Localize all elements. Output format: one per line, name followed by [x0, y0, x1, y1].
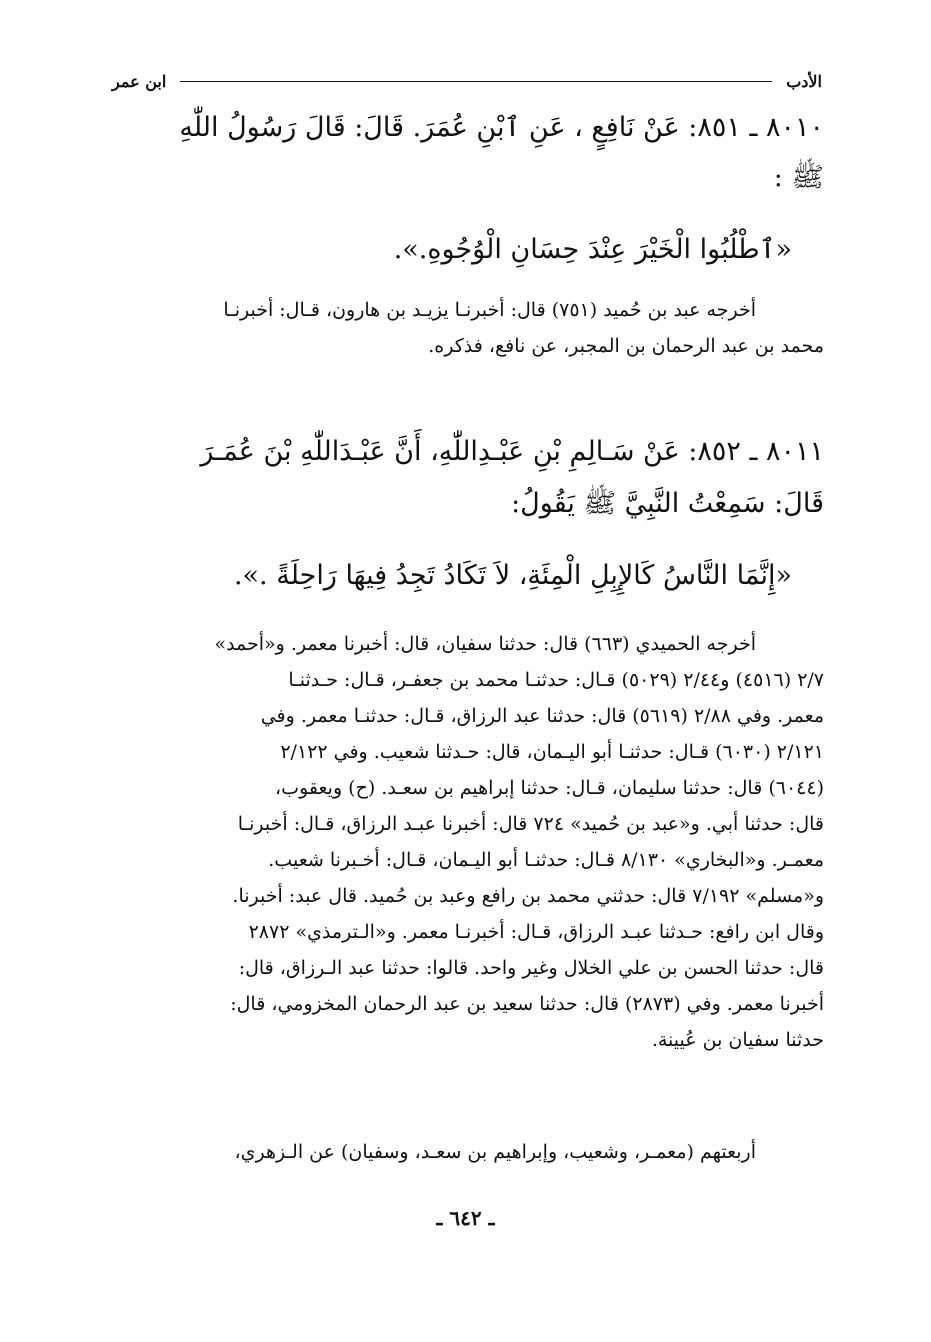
hadith-8010-isnad-line-2: ﷺ : [773, 162, 824, 193]
takhrij-line: وقال ابن رافع: حـدثنا عبـد الرزاق، قـال: أخبرنـا معمر. و«الـترمذي» ٢٨٧٢ [248, 921, 824, 943]
takhrij-line: و«مسلم» ٧/١٩٢ قال: حدثني محمد بن رافع وعبد بن حُميد. قال عبد: أخبرنا. [232, 885, 824, 907]
hadith-8010-isnad-line-1: ٨٠١٠ ـ ٨٥١: عَنْ نَافِعٍ ، عَنِ ٱبْنِ عُمَرَ. قَالَ: قَالَ رَسُولُ اللّٰهِ [179, 112, 824, 143]
chapter-title: الأدب [786, 71, 822, 91]
takhrij-line: معمر. وفي ٢/٨٨ (٥٦١٩) قال: حدثنا عبد الرزاق، قـال: حدثنـا معمر. وفي [260, 705, 824, 727]
takhrij-line: أخرجه عبد بن حُميد (٧٥١) قال: أخبرنـا يزيـد بن هارون، قـال: أخبرنـا [223, 299, 756, 321]
hadith-8011-isnad-line-1: ٨٠١١ ـ ٨٥٢: عَنْ سَـالِمِ بْنِ عَبْـدِاللّٰهِ، أَنَّ عَبْـدَاللّٰهِ بْنَ عُمَـرَ [200, 436, 824, 467]
takhrij-line: أخرجه الحميدي (٦٦٣) قال: حدثنا سفيان، قال: أخبرنا معمر. و«أحمد» [214, 633, 756, 655]
hadith-8011-note [112, 1134, 824, 1170]
header-rule [180, 81, 772, 82]
takhrij-line: ٢/١٢١ (٦٠٣٠) قـال: حدثنـا أبو اليـمان، قال: حـدثنا شعيب. وفي ٢/١٢٢ [280, 741, 824, 763]
running-header [112, 66, 822, 96]
hadith-8010-takhrij [112, 292, 824, 364]
takhrij-line: معمـر. و«البخاري» ٨/١٣٠ قـال: حدثنـا أبو اليـمان، قـال: أخـبرنا شعيب. [268, 849, 824, 871]
takhrij-line: ٢/٧ (٤٥١٦) و٢/٤٤ (٥٠٢٩) قـال: حدثنـا محمد بن جعفـر، قـال: حـدثنـا [288, 669, 824, 691]
book-title: ابن عمر [112, 71, 167, 91]
takhrij-line: أخبرنا معمر. وفي (٢٨٧٣) قال: حدثنا سعيد بن عبد الرحمان المخزومي، قال: [230, 993, 824, 1015]
takhrij-line: (٦٠٤٤) قال: حدثنا سليمان، قـال: حدثنا إبراهيم بن سعـد. (ح) ويعقوب، [275, 777, 824, 799]
hadith-8011-matn: «إِنَّمَا النَّاسُ كَالإِبِلِ الْمِئَةِ، لاَ تَكَادُ تَجِدُ فِيهَا رَاحِلَةً .». [233, 560, 792, 591]
page-number: ـ ٦٤٢ ـ [436, 1206, 495, 1230]
hadith-8011-isnad-line-2: قَالَ: سَمِعْتُ النَّبِيَّ ﷺ يَقُولُ: [511, 488, 824, 519]
takhrij-line: قال: حدثنا أبي. و«عبد بن حُميد» ٧٢٤ قال: أخبرنا عبـد الرزاق، قـال: أخبرنـا [237, 813, 824, 835]
hadith-8011-takhrij [112, 626, 824, 1058]
takhrij-line: حدثنا سفيان بن عُيينة. [651, 1029, 824, 1051]
hadith-8010-matn: «ٱطْلُبُوا الْخَيْرَ عِنْدَ حِسَانِ الْوُجُوهِ.». [393, 234, 792, 265]
takhrij-line: محمد بن عبد الرحمان بن المجبر، عن نافع، فذكره. [428, 335, 824, 357]
takhrij-line: قال: حدثنا الحسن بن علي الخلال وغير واحد. قالوا: حدثنا عبد الـرزاق، قال: [238, 957, 824, 979]
note-line: أربعتهم (معمـر، وشعيب، وإبراهيم بن سعـد، وسفيان) عن الـزهري، [234, 1141, 756, 1163]
